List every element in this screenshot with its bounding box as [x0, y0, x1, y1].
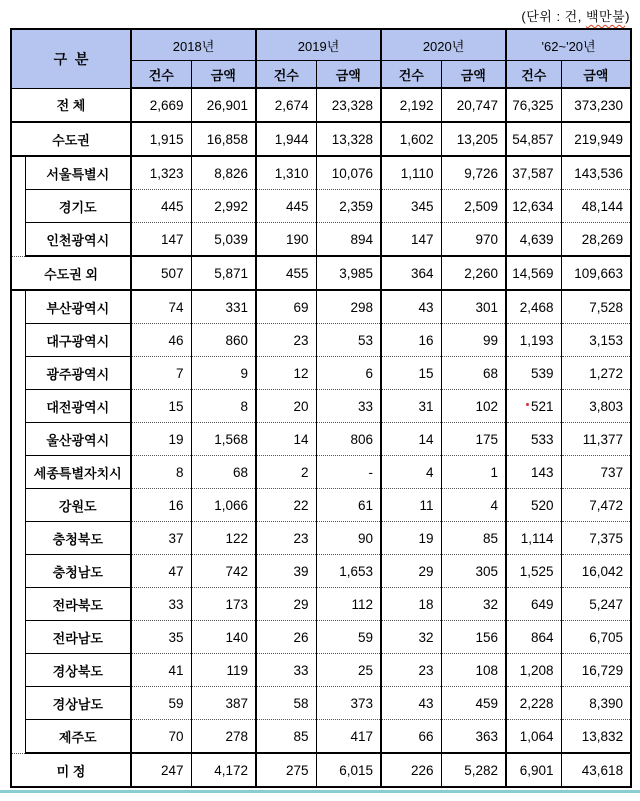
- value-cell: 16,042: [561, 555, 631, 588]
- value-cell: 1,064: [506, 720, 561, 754]
- value-cell: -: [316, 456, 381, 489]
- value-cell: 649: [506, 588, 561, 621]
- value-cell: 247: [131, 753, 191, 787]
- table-row: [11, 588, 631, 621]
- value-cell: 23,328: [316, 88, 381, 122]
- row-label: 인천광역시: [25, 223, 131, 257]
- year-header-cumulative: '62~'20년: [506, 29, 631, 61]
- value-cell: 35: [131, 621, 191, 654]
- row-label: 부산광역시: [25, 290, 131, 324]
- red-mark-icon: [526, 403, 529, 406]
- value-cell: 364: [381, 256, 441, 290]
- value-cell: 33: [256, 654, 316, 687]
- value-cell: 59: [131, 687, 191, 720]
- value-cell: 32: [381, 621, 441, 654]
- row-label: 미 정: [56, 763, 86, 779]
- row-label: 충청남도: [25, 555, 131, 588]
- value-cell: 345: [381, 190, 441, 223]
- subheader-amount: 금액: [191, 61, 256, 89]
- value-cell: 11,377: [561, 423, 631, 456]
- value-cell: 23: [256, 522, 316, 555]
- value-cell: 7,528: [561, 290, 631, 324]
- value-cell: 737: [561, 456, 631, 489]
- row-label: 대구광역시: [25, 324, 131, 357]
- value-cell: 7: [131, 357, 191, 390]
- value-cell: 68: [441, 357, 506, 390]
- value-cell: 13,328: [316, 122, 381, 156]
- value-cell: 1,602: [381, 122, 441, 156]
- value-cell: 61: [316, 489, 381, 522]
- value-cell: 1,653: [316, 555, 381, 588]
- value-cell: 140: [191, 621, 256, 654]
- unit-note: [0, 0, 640, 28]
- value-cell: 69: [256, 290, 316, 324]
- value-cell: 68: [191, 456, 256, 489]
- row-label: 전 체: [11, 88, 131, 122]
- row-label: 전라북도: [25, 588, 131, 621]
- value-cell: 9: [191, 357, 256, 390]
- value-cell: 10,076: [316, 156, 381, 190]
- unit-note-prefix: (단위 : 건,: [521, 9, 586, 24]
- value-cell: 25: [316, 654, 381, 687]
- value-cell: 108: [441, 654, 506, 687]
- value-cell: 76,325: [506, 88, 561, 122]
- unit-note-underlined: 백만불: [585, 9, 626, 24]
- value-cell: 6,901: [506, 753, 561, 787]
- value-cell: 156: [441, 621, 506, 654]
- row-label: 세종특별자치시: [25, 456, 131, 489]
- value-cell: 20: [256, 390, 316, 423]
- row-label: 수도권 외: [11, 256, 131, 290]
- value-cell: 74: [131, 290, 191, 324]
- row-label: 경상남도: [25, 687, 131, 720]
- value-cell: 806: [316, 423, 381, 456]
- value-cell: 33: [131, 588, 191, 621]
- value-cell: 459: [441, 687, 506, 720]
- value-cell: 29: [381, 555, 441, 588]
- value-cell: 5,282: [441, 753, 506, 787]
- table-row: [11, 555, 631, 588]
- value-cell: 66: [381, 720, 441, 754]
- value-cell: 3,153: [561, 324, 631, 357]
- value-cell: 373: [316, 687, 381, 720]
- value-cell: 1,310: [256, 156, 316, 190]
- value-cell: 455: [256, 256, 316, 290]
- table-row: [11, 621, 631, 654]
- value-cell: 860: [191, 324, 256, 357]
- value-cell: 1,066: [191, 489, 256, 522]
- value-cell: 2,359: [316, 190, 381, 223]
- value-cell: 15: [131, 390, 191, 423]
- subheader-count: 건수: [506, 61, 561, 89]
- value-cell: 29: [256, 588, 316, 621]
- value-cell: 46: [131, 324, 191, 357]
- value-cell: 6,015: [316, 753, 381, 787]
- row-label: 제주도: [25, 720, 131, 754]
- value-cell: 31: [381, 390, 441, 423]
- value-cell: 363: [441, 720, 506, 754]
- row-label: 울산광역시: [25, 423, 131, 456]
- value-cell: 14: [381, 423, 441, 456]
- year-header-2020: 2020년: [381, 29, 506, 61]
- value-cell: 32: [441, 588, 506, 621]
- value-cell: 54,857: [506, 122, 561, 156]
- bottom-accent-line: [0, 790, 640, 793]
- value-cell: 70: [131, 720, 191, 754]
- value-cell: 14: [256, 423, 316, 456]
- value-cell: 3,803: [561, 390, 631, 423]
- value-cell: 864: [506, 621, 561, 654]
- value-cell: 147: [131, 223, 191, 257]
- value-cell: 275: [256, 753, 316, 787]
- value-cell: 58: [256, 687, 316, 720]
- value-cell: 2,992: [191, 190, 256, 223]
- value-cell: 8,390: [561, 687, 631, 720]
- value-cell: 2,260: [441, 256, 506, 290]
- value-cell: 3,985: [316, 256, 381, 290]
- value-cell: 122: [191, 522, 256, 555]
- subheader-count: 건수: [381, 61, 441, 89]
- value-cell: 43: [381, 290, 441, 324]
- value-cell: 7,472: [561, 489, 631, 522]
- value-cell: 13,205: [441, 122, 506, 156]
- value-cell: 520: [506, 489, 561, 522]
- table-row: [11, 156, 631, 190]
- value-cell: 1,323: [131, 156, 191, 190]
- value-cell: 445: [131, 190, 191, 223]
- value-cell: 16: [131, 489, 191, 522]
- value-cell: 373,230: [561, 88, 631, 122]
- value-cell: 12,634: [506, 190, 561, 223]
- value-cell: 173: [191, 588, 256, 621]
- subheader-amount: 금액: [561, 61, 631, 89]
- table-row: [11, 357, 631, 390]
- value-cell: 533: [506, 423, 561, 456]
- value-cell: 53: [316, 324, 381, 357]
- row-label: 광주광역시: [25, 357, 131, 390]
- value-cell: 4: [441, 489, 506, 522]
- row-label: 전라남도: [25, 621, 131, 654]
- value-cell: 39: [256, 555, 316, 588]
- value-cell: 43,618: [561, 753, 631, 787]
- value-cell: 226: [381, 753, 441, 787]
- row-label: 경기도: [25, 190, 131, 223]
- row-label: 수도권: [11, 122, 131, 156]
- value-cell: 2,192: [381, 88, 441, 122]
- value-cell: 41: [131, 654, 191, 687]
- value-cell: 8: [191, 390, 256, 423]
- value-cell: 47: [131, 555, 191, 588]
- value-cell: 18: [381, 588, 441, 621]
- value-cell: 190: [256, 223, 316, 257]
- value-cell: 16: [381, 324, 441, 357]
- table-row: [11, 720, 631, 754]
- value-cell: 1,110: [381, 156, 441, 190]
- value-cell: 331: [191, 290, 256, 324]
- subheader-amount: 금액: [441, 61, 506, 89]
- value-cell: 1,114: [506, 522, 561, 555]
- indent-gutter: [11, 290, 25, 753]
- value-cell: 23: [256, 324, 316, 357]
- value-cell: 387: [191, 687, 256, 720]
- value-cell: 5,039: [191, 223, 256, 257]
- value-cell: 1,944: [256, 122, 316, 156]
- table-header: [11, 29, 631, 88]
- value-cell: 90: [316, 522, 381, 555]
- value-cell: 12: [256, 357, 316, 390]
- value-cell: 26: [256, 621, 316, 654]
- table-row: [11, 522, 631, 555]
- unit-note-suffix: ): [625, 9, 630, 24]
- value-cell: 48,144: [561, 190, 631, 223]
- table-row: [11, 290, 631, 324]
- value-cell: 175: [441, 423, 506, 456]
- table-row: [11, 687, 631, 720]
- value-cell: 112: [316, 588, 381, 621]
- value-cell: 85: [441, 522, 506, 555]
- year-header-2019: 2019년: [256, 29, 381, 61]
- value-cell: 4: [381, 456, 441, 489]
- corner-header: 구 분: [11, 29, 131, 88]
- value-cell: 37: [131, 522, 191, 555]
- value-cell: 14,569: [506, 256, 561, 290]
- value-cell: 417: [316, 720, 381, 754]
- table-row: [11, 223, 631, 257]
- value-cell: 59: [316, 621, 381, 654]
- value-cell: 23: [381, 654, 441, 687]
- value-cell: 2,468: [506, 290, 561, 324]
- row-label: 경상북도: [25, 654, 131, 687]
- value-cell: 1,915: [131, 122, 191, 156]
- value-cell: 305: [441, 555, 506, 588]
- value-cell: 13,832: [561, 720, 631, 754]
- row-label: 충청북도: [25, 522, 131, 555]
- value-cell: 4,172: [191, 753, 256, 787]
- value-cell: 2,509: [441, 190, 506, 223]
- value-cell: 102: [441, 390, 506, 423]
- subheader-amount: 금액: [316, 61, 381, 89]
- value-cell: 9,726: [441, 156, 506, 190]
- value-cell: 445: [256, 190, 316, 223]
- row-label: 서울특별시: [25, 156, 131, 190]
- value-cell: 507: [131, 256, 191, 290]
- value-cell: 6,705: [561, 621, 631, 654]
- indent-gutter: [11, 156, 25, 256]
- year-header-2018: 2018년: [131, 29, 256, 61]
- value-cell: 16,729: [561, 654, 631, 687]
- table-row: [11, 88, 631, 122]
- value-cell: 1: [441, 456, 506, 489]
- value-cell: 894: [316, 223, 381, 257]
- table-body: [11, 88, 631, 787]
- table-row: [11, 190, 631, 223]
- table-row: [11, 489, 631, 522]
- value-cell: 1,193: [506, 324, 561, 357]
- row-label: 강원도: [25, 489, 131, 522]
- value-cell: 11: [381, 489, 441, 522]
- value-cell: 8: [131, 456, 191, 489]
- table-row: [11, 423, 631, 456]
- subheader-count: 건수: [256, 61, 316, 89]
- value-cell: 539: [506, 357, 561, 390]
- value-cell: 4,639: [506, 223, 561, 257]
- table-row: [11, 654, 631, 687]
- table-row: [11, 122, 631, 156]
- value-cell: 1,568: [191, 423, 256, 456]
- value-cell: 2,228: [506, 687, 561, 720]
- value-cell: 147: [381, 223, 441, 257]
- value-cell: 219,949: [561, 122, 631, 156]
- table-row: [11, 390, 631, 423]
- value-cell: 143: [506, 456, 561, 489]
- value-cell: 1,525: [506, 555, 561, 588]
- table-row: [11, 456, 631, 489]
- value-cell: 20,747: [441, 88, 506, 122]
- value-cell: 2,674: [256, 88, 316, 122]
- region-summary-table: [10, 28, 632, 788]
- value-cell: 26,901: [191, 88, 256, 122]
- value-cell: 37,587: [506, 156, 561, 190]
- value-cell: 33: [316, 390, 381, 423]
- value-cell: 301: [441, 290, 506, 324]
- subheader-count: 건수: [131, 61, 191, 89]
- value-cell: 5,871: [191, 256, 256, 290]
- value-cell: 15: [381, 357, 441, 390]
- value-cell: 8,826: [191, 156, 256, 190]
- value-cell: 2: [256, 456, 316, 489]
- value-cell: 2,669: [131, 88, 191, 122]
- value-cell: 109,663: [561, 256, 631, 290]
- value-cell: 28,269: [561, 223, 631, 257]
- value-cell: 143,536: [561, 156, 631, 190]
- value-cell: 742: [191, 555, 256, 588]
- table-row: [11, 753, 631, 787]
- value-cell: 19: [381, 522, 441, 555]
- value-cell: 5,247: [561, 588, 631, 621]
- value-cell: 970: [441, 223, 506, 257]
- value-cell: 298: [316, 290, 381, 324]
- value-cell: 43: [381, 687, 441, 720]
- value-cell: 7,375: [561, 522, 631, 555]
- value-cell: 99: [441, 324, 506, 357]
- value-cell: 521: [506, 390, 561, 423]
- value-cell: 16,858: [191, 122, 256, 156]
- value-cell: 1,272: [561, 357, 631, 390]
- value-cell: 119: [191, 654, 256, 687]
- table-row: [11, 256, 631, 290]
- row-label: 대전광역시: [25, 390, 131, 423]
- value-cell: 85: [256, 720, 316, 754]
- value-cell: 19: [131, 423, 191, 456]
- value-cell: 278: [191, 720, 256, 754]
- year-header-row: [11, 29, 631, 61]
- value-cell: 1,208: [506, 654, 561, 687]
- table-row: [11, 324, 631, 357]
- value-cell: 6: [316, 357, 381, 390]
- value-cell: 22: [256, 489, 316, 522]
